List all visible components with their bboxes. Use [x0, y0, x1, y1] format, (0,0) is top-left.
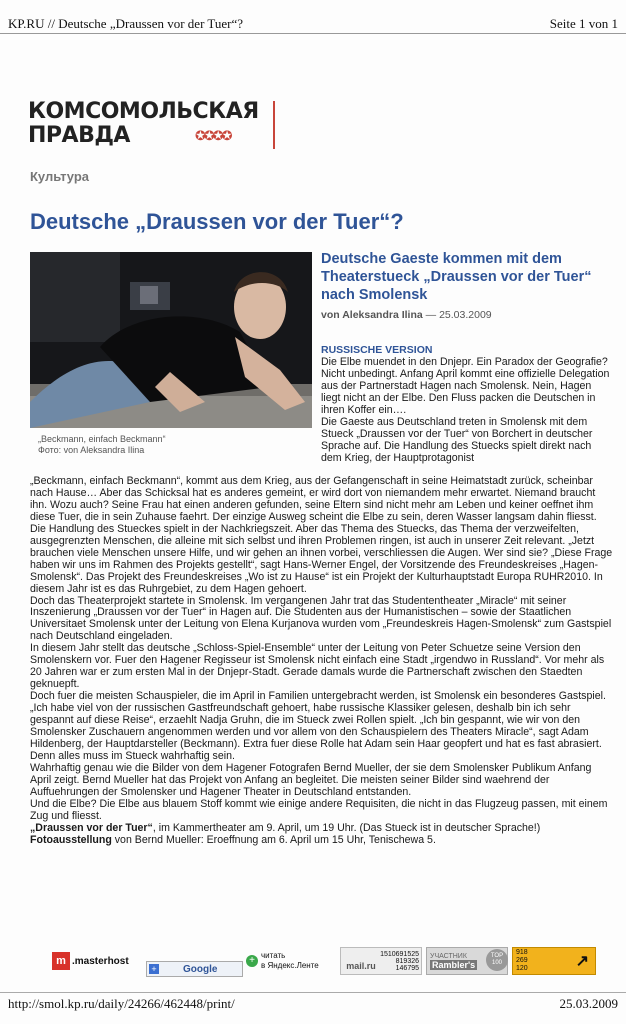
- liveinternet-counter[interactable]: [512, 947, 596, 975]
- body-paragraph: Wahrhaftig genau wie die Bilder von dem Hagener Fotografen Bernd Mueller, der sie dem Smolensker Publikum Anfang April zeigt. Bernd Mueller hat das Projekt von Anfang an begleitet. Die meisten seiner Bilder sind waehrend der Auffuehrungen der Smolensker und Hagener Theater in Deutschland entstanden.: [30, 761, 592, 798]
- footer-divider: [0, 992, 626, 993]
- masterhost-badge[interactable]: [52, 947, 142, 975]
- yandex-lenta-button[interactable]: [246, 947, 336, 975]
- yandex-line-2: в Яндекс.Ленте: [261, 961, 319, 970]
- plus-circle-icon: +: [246, 955, 258, 967]
- section-label[interactable]: Культура: [30, 169, 90, 184]
- mail-counter-2: 819326: [395, 957, 419, 965]
- print-date: 25.03.2009: [559, 996, 618, 1011]
- event-exhibition: [30, 835, 613, 847]
- byline: [321, 309, 492, 321]
- logo-divider: [273, 101, 275, 149]
- logo-line-1: КОМСОМОЛЬСКАЯ: [28, 99, 259, 124]
- logo-line-2: ПРАВДА: [28, 123, 130, 148]
- google-label: Google: [183, 963, 218, 975]
- body-paragraph: Die Handlung des Stueckes spielt in der Nachkriegszeit. Aber das Thema des Stuecks, das Thema der verzweifelten, ausgegrenzten Menschen, die alleine mit sich selbst und ihren Problemen ringen, ist auch in unserer Zeit relevant. „Jetzt brauchen viele Menschen unsere Hilfe, und wir gehen an ihnen vorbei, verschliessen die Augen. Wer sind sie? „Diese Frage haben wir uns im Rahmen des Projekts gestellt“, sagt Hans-Werner Engel, der Vorsitzende des Freundeskreises „Hagen-Smolensk“. Das Projekt des Freundeskreises „Wo ist zu Hause“ ist ein Projekt der Kulturhauptstadt Europa RUHR2010. In diesem Jahr ist es das Ruhrgebiet, zu dem Hagen gehoert.: [30, 522, 613, 595]
- photo-caption-title: „Beckmann, einfach Beckmann“: [38, 434, 166, 444]
- article-headline: Deutsche „Draussen vor der Tuer“?: [30, 209, 404, 234]
- header-divider: [0, 33, 626, 34]
- rambler-name: Rambler's: [432, 959, 476, 970]
- li-counter-2: 269: [516, 957, 528, 964]
- add-to-google-button[interactable]: [146, 961, 243, 977]
- li-counter-3: 120: [516, 965, 528, 972]
- masterhost-label: .masterhost: [72, 955, 129, 967]
- mail-counter-3: 146795: [395, 964, 419, 972]
- mail-counter-1: 1510691525: [380, 950, 419, 958]
- masterhost-icon: m: [52, 952, 70, 970]
- body-paragraph: Die Gaeste aus Deutschland treten in Smolensk mit dem Stueck „Draussen vor der Tuer“ von Borchert in deutscher Sprache auf. Die Handlung des Stuecks spielt direkt nach dem Krieg, der Hauptprotagonist: [321, 415, 593, 464]
- print-header-title: KP.RU // Deutsche „Draussen vor der Tuer“?: [8, 16, 244, 31]
- rambler-participant-label: УЧАСТНИК: [430, 952, 467, 960]
- body-paragraph: Doch fuer die meisten Schauspieler, die im April in Familien untergebracht werden, ist Smolensk ein besonderes Gastspiel. „Ich habe viel von der russischen Gastfreundschaft gehoert, habe russische Klassiker gelesen, deshalb bin ich sehr gespannt auf diese Reise“, erzaehlt Nadja Gruhn, die im Stueck zwei Rollen spielt. „Ich bin gespannt, wie wir von den Smolensker Zuschauern angenommen werden und vor allem von den Schauspielern des Theaters Miracle“, sagt Adam Hildenberg, der Hauptdarsteller (Beckmann). Extra fuer diese Rolle hat Adam sein Haar geopfert und hat es fast abrasiert. Denn alles muss im Stueck wahrhaftig sein.: [30, 690, 606, 762]
- orders-icon: ✪✪✪✪: [195, 128, 231, 143]
- publish-date: — 25.03.2009: [425, 309, 492, 321]
- print-url: http://smol.kp.ru/daily/24266/462448/print/: [8, 996, 235, 1011]
- body-paragraph: Und die Elbe? Die Elbe aus blauem Stoff kommt wie einige andere Requisiten, die nicht in das Flugzeug passen, mit einem Zug und fliesst.: [30, 797, 608, 822]
- body-paragraph: „Beckmann, einfach Beckmann“, kommt aus dem Krieg, aus der Gefangenschaft in seine Heimatstadt zurück, scheinbar nach Hause… Aber das Schicksal hat es anderes gemeint, er wird dort von niemandem mehr erwartet. Niemand braucht ihn. Wozu auch? Seine Frau hat einen anderen gefunden, seine Eltern sind nicht mehr am Leben und keiner oeffnet ihm diese Tuer, die in sein Zuhause faehrt. Der einzige Ausweg scheint die Elbe zu sein, deren Wasser langsam dahin fliesst.: [30, 475, 597, 523]
- photo-caption: [38, 434, 166, 456]
- body-paragraph: Doch das Theaterprojekt startete in Smolensk. Im vergangenen Jahr trat das Studententheater „Miracle“ mit seiner Inszenierung „Draussen vor der Tuer“ in Hagen auf. Die Studenten aus der Humanistischen – sowie der Staatlichen Universitaet Smolensk unter der Leitung von Elena Kurjanova wurden vom „Freundeskreis Hagen-Smolensk“ zum Gastspiel nach Deutschland eingeladen.: [30, 594, 612, 643]
- photo-credit: Фото: von Aleksandra Ilina: [38, 445, 145, 455]
- event-play-title: „Draussen vor der Tuer“: [30, 821, 153, 834]
- print-page-count: Seite 1 von 1: [549, 16, 618, 31]
- counters-bar: [0, 947, 626, 977]
- yandex-line-1: читать: [261, 951, 286, 960]
- li-counter-1: 918: [516, 949, 528, 956]
- body-paragraph: In diesem Jahr stellt das deutsche „Schloss-Spiel-Ensemble“ unter der Leitung von Peter Schuetze seine Version den Smolenskern vor. Fuer den Hagener Regisseur ist Smolensk nicht einfach eine Stadt „irgendwo in Russland“. Vor mehr als 20 Jahren war er zum ersten Mal in der Dnjepr-Stadt. Gerade damals wurde die Partnerschaft zwischen den Staedten geknuepft.: [30, 642, 605, 691]
- article-subheadline: Deutsche Gaeste kommen mit dem Theaterstueck „Draussen vor der Tuer“ nach Smolensk: [321, 251, 592, 303]
- event-exhibition-title: Fotoausstellung: [30, 833, 112, 846]
- plus-icon: +: [149, 964, 159, 974]
- event-play-details: , im Kammertheater am 9. April, um 19 Uhr. (Das Stueck ist in deutscher Sprache!): [152, 821, 541, 834]
- kp-logo[interactable]: [28, 101, 288, 149]
- top100-icon: TOP 100: [486, 949, 508, 971]
- russian-version-link[interactable]: RUSSISCHE VERSION: [321, 344, 433, 356]
- author-name: von Aleksandra Ilina: [321, 309, 423, 321]
- article-photo: [30, 252, 312, 428]
- mailru-logo: mail.ru: [346, 961, 376, 971]
- body-paragraph: Die Elbe muendet in den Dnjepr. Ein Paradox der Geografie? Nicht unbedingt. Anfang April kommt eine offizielle Delegation aus der Partnerstadt Hagen nach Smolensk. Nein, Hagen liegt nicht an der Elbe. Den Fluss packen die Deutschen in ihren Koffer ein….: [321, 356, 610, 416]
- article-body-full: [30, 476, 613, 847]
- actor-photo-illustration: [30, 252, 312, 428]
- event-exhibition-details: von Bernd Mueller: Eroeffnung am 6. April um 15 Uhr, Tenischewa 5.: [111, 833, 436, 846]
- article-body-column: [321, 357, 613, 465]
- arrow-up-right-icon: ↗: [575, 953, 589, 970]
